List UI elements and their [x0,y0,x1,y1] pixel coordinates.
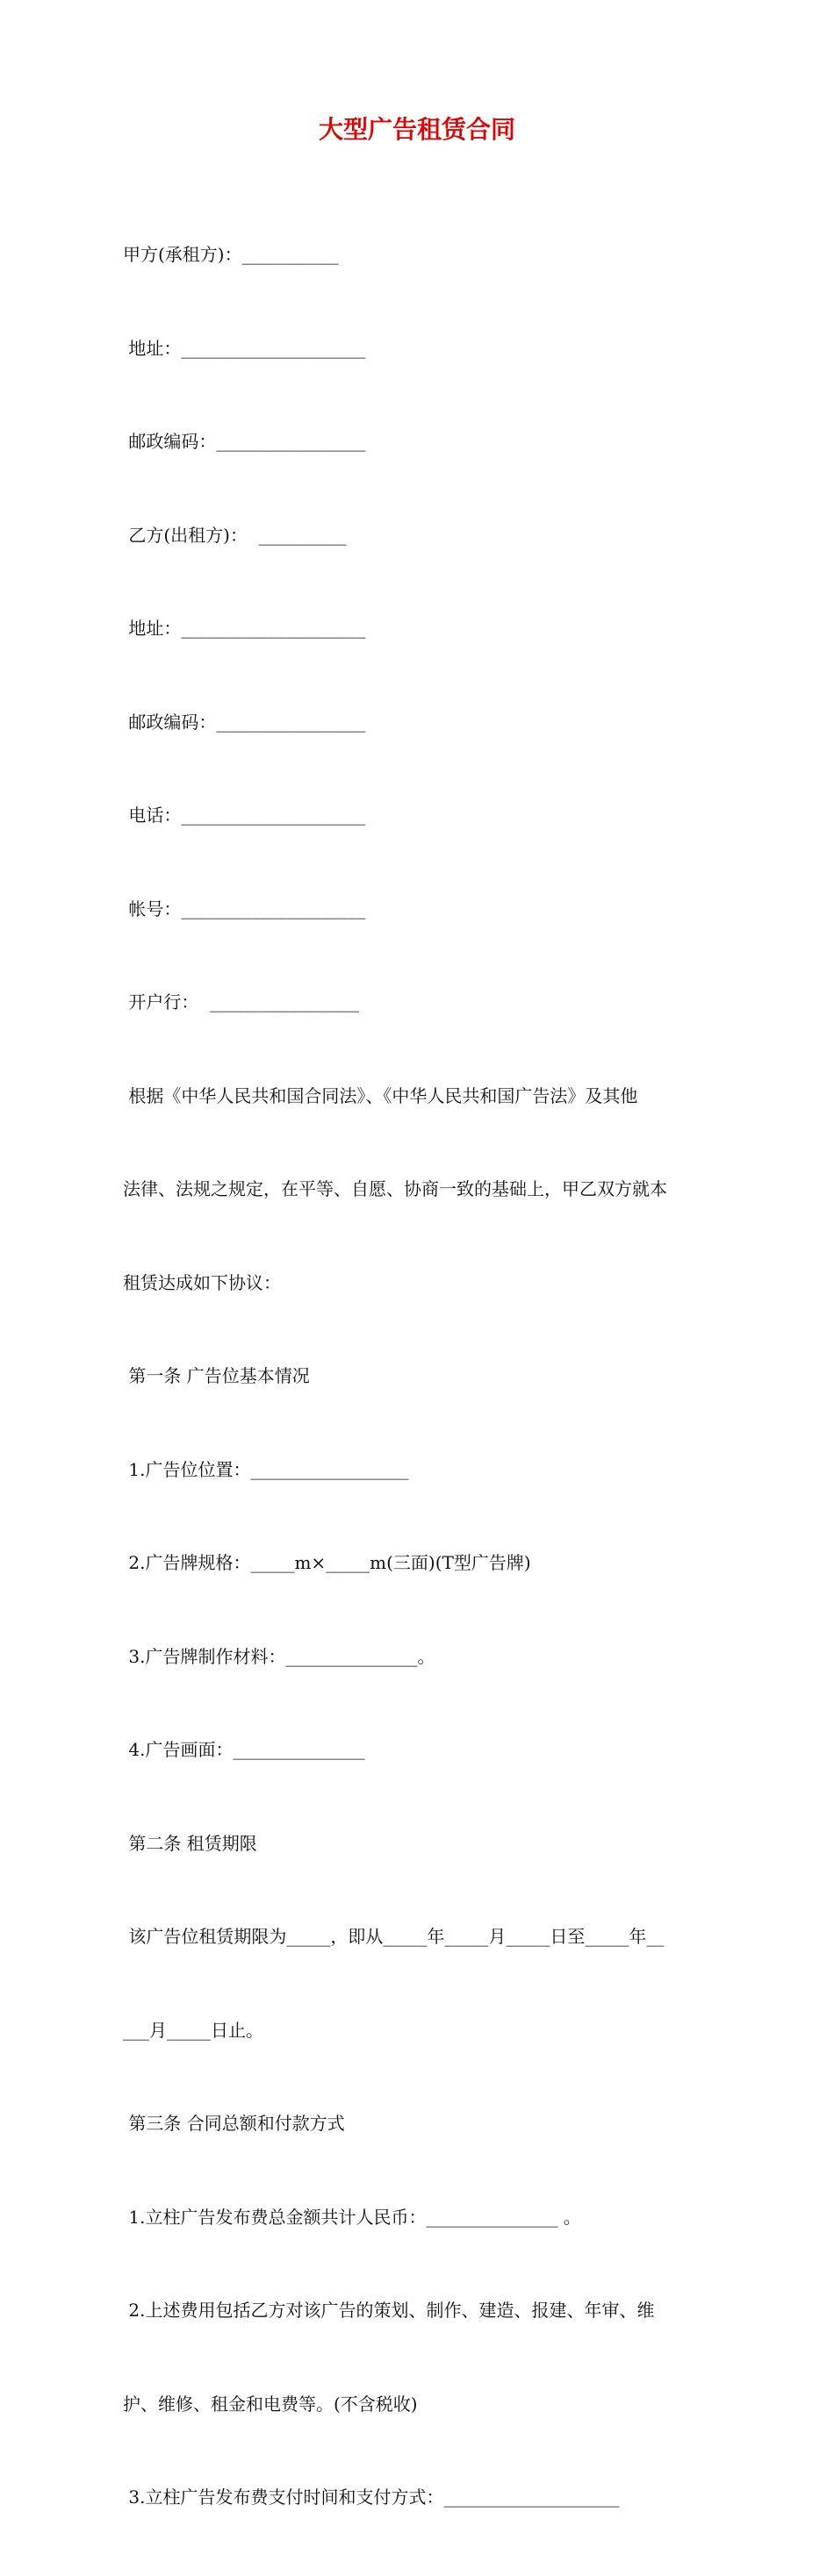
text-line: 租赁达成如下协议： [123,1271,281,1293]
text-line: 2.上述费用包括乙方对该广告的策划、制作、建造、报建、年审、维 [123,2300,655,2321]
text-line: 护、维修、租金和电费等。(不含税收) [123,2393,418,2415]
page-title: 大型广告租赁合同 [318,115,515,144]
text-line: 1.立柱广告发布费总金额共计人民币：_______________ 。 [123,2206,581,2228]
text-line: 4.广告画面：_______________ [123,1739,365,1760]
contract-body [123,177,720,2576]
text-line: 电话：_____________________ [123,805,366,826]
text-line: 甲方(承租方)：___________ [123,244,339,265]
text-line: 3.立柱广告发布费支付时间和支付方式：____________________ [123,2487,620,2508]
text-line: ___月_____日止。 [123,2019,263,2041]
text-line: 乙方(出租方)： __________ [123,524,347,546]
text-line: 3.广告牌制作材料：_______________。 [123,1645,435,1667]
text-line: 1.广告位位置：__________________ [123,1458,409,1480]
text-line: 帐号：_____________________ [123,898,366,919]
text-line: 地址：_____________________ [123,618,366,639]
text-line: 邮政编码：_________________ [123,431,366,452]
text-line: 第一条 广告位基本情况 [123,1365,310,1386]
text-line: 根据《中华人民共和国合同法》、《中华人民共和国广告法》及其他 [123,1084,638,1106]
text-line: 该广告位租赁期限为_____，即从_____年_____月_____日至_____年__ [123,1926,665,1947]
text-line: 地址：_____________________ [123,337,366,359]
text-line: 第二条 租赁期限 [123,1832,257,1854]
text-line: 开户行： _________________ [123,991,360,1013]
text-line: 第三条 合同总额和付款方式 [123,2113,345,2134]
text-line: 邮政编码：_________________ [123,711,366,733]
text-line: 2.广告牌规格：_____m×_____m(三面)(T型广告牌) [123,1552,531,1573]
text-line: 法律、法规之规定，在平等、自愿、协商一致的基础上，甲乙双方就本 [123,1178,667,1199]
